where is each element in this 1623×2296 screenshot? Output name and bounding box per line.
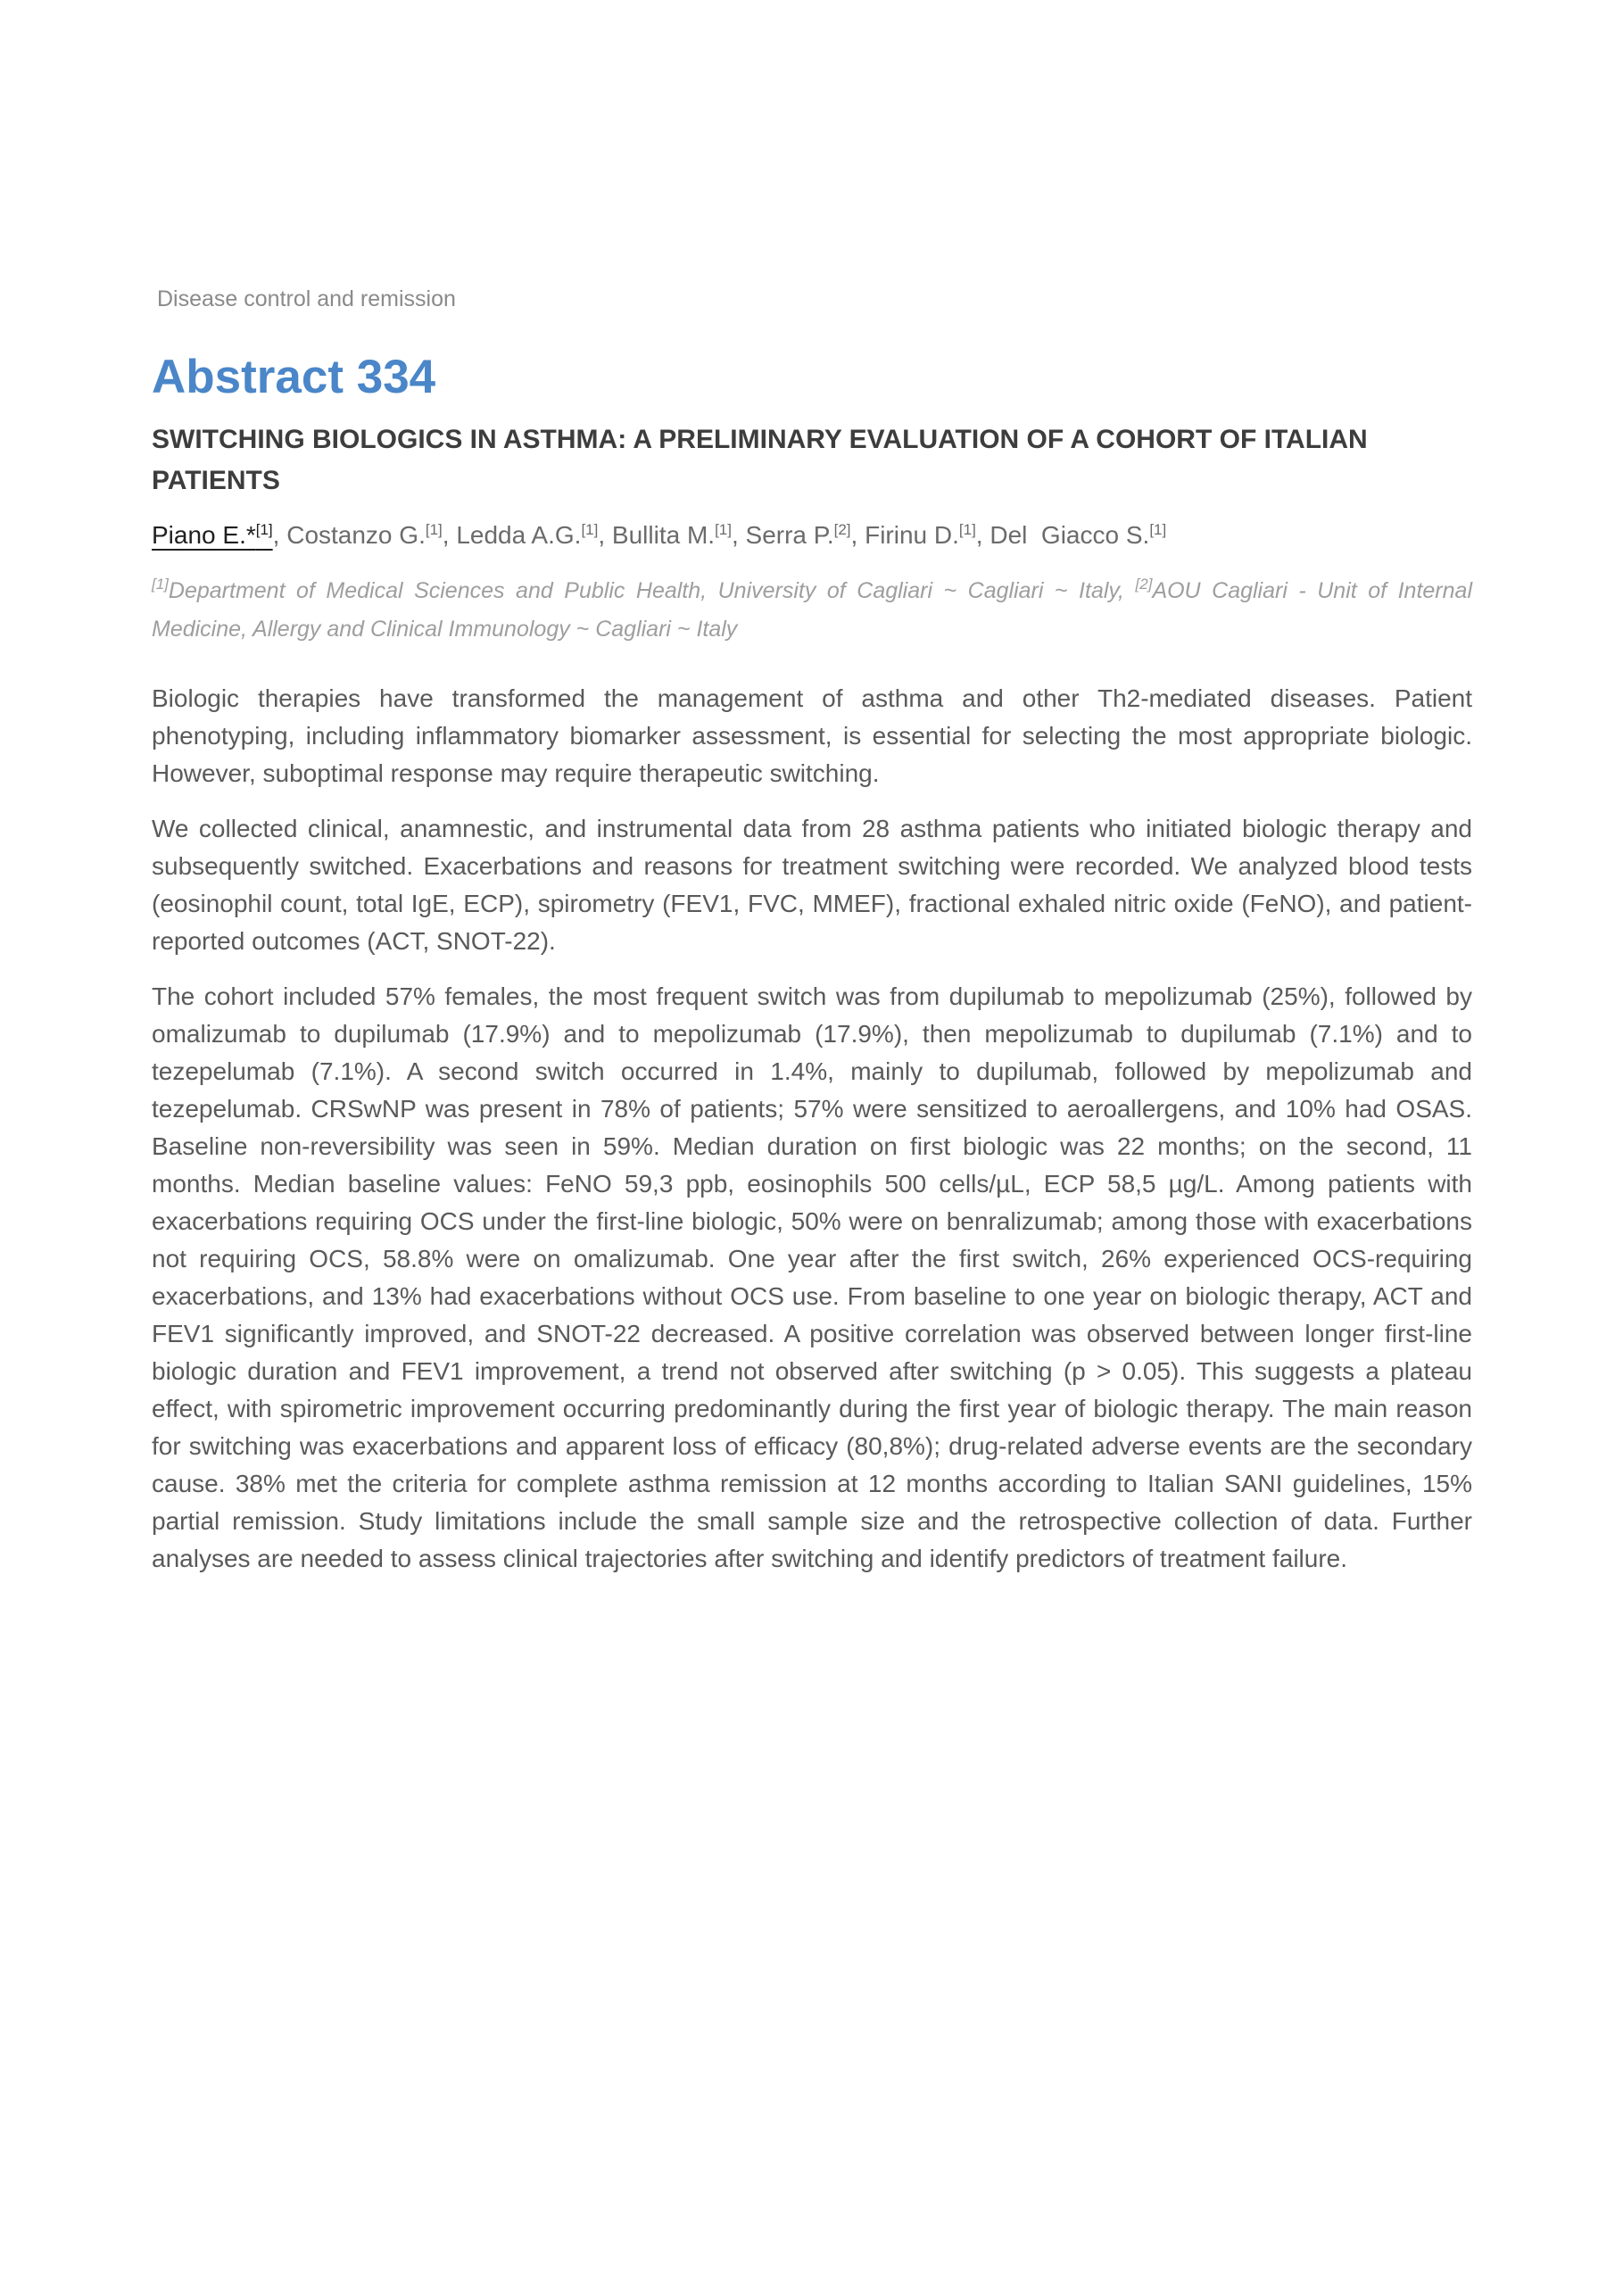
author-name: Costanzo G.[1]	[286, 521, 443, 549]
author-separator: ,	[272, 521, 287, 549]
author-name: Ledda A.G.[1]	[456, 521, 599, 549]
abstract-title: SWITCHING BIOLOGICS IN ASTHMA: A PRELIMINARY EVALUATION OF A COHORT OF ITALIAN PATIENTS	[152, 425, 1368, 495]
session-track-label: Disease control and remission	[157, 286, 456, 311]
abstract-paragraph: Biologic therapies have transformed the management of asthma and other Th2-mediated diseases. Patient phenotyping, including inflammatory biomarker assessment, is essential for selecting the most appropriate biologic. However, suboptimal response may require therapeutic switching.	[152, 684, 1472, 787]
author-name: Firinu D.[1]	[865, 521, 976, 549]
affiliations-line	[152, 573, 1472, 648]
author-name: Serra P.[2]	[745, 521, 851, 549]
author-name: Del Giacco S.[1]	[990, 521, 1167, 549]
author-affiliation-superscript: [1]	[581, 521, 599, 538]
author-separator: ,	[850, 521, 865, 549]
author-affiliation-superscript: [2]	[833, 521, 851, 538]
affiliation-text: AOU Cagliari - Unit of Internal Medicine, Allergy and Clinical Immunology ~ Cagliari ~ Italy	[152, 578, 1472, 642]
affiliation-superscript: [1]	[152, 576, 169, 593]
abstract-paragraph: We collected clinical, anamnestic, and instrumental data from 28 asthma patients who initiated biologic therapy and subsequently switched. Exacerbations and reasons for treatment switching were recorded. We analyzed blood tests (eosinophil count, total IgE, ECP), spirometry (FEV1, FVC, MMEF), fractional exhaled nitric oxide (FeNO), and patient-reported outcomes (ACT, SNOT-22).	[152, 815, 1472, 955]
abstract-number-heading: Abstract 334	[152, 351, 436, 403]
author-name: Piano E.*[1]	[152, 521, 273, 549]
author-separator: ,	[975, 521, 990, 549]
author-affiliation-superscript: [1]	[715, 521, 732, 538]
author-name: Bullita M.[1]	[611, 521, 732, 549]
abstract-body	[152, 680, 1472, 1578]
author-affiliation-superscript: [1]	[425, 521, 443, 538]
author-separator: ,	[731, 521, 746, 549]
author-affiliation-superscript: [1]	[958, 521, 976, 538]
author-separator: ,	[442, 521, 457, 549]
abstract-paragraph: The cohort included 57% females, the most frequent switch was from dupilumab to mepolizumab (25%), followed by omalizumab to dupilumab (17.9%) and to mepolizumab (17.9%), then mepolizumab to dupilumab (7.1%) and to tezepelumab (7.1%). A second switch occurred in 1.4%, mainly to dupilumab, followed by mepolizumab and tezepelumab. CRSwNP was present in 78% of patients; 57% were sensitized to aeroallergens, and 10% had OSAS. Baseline non-reversibility was seen in 59%. Median duration on first biologic was 22 months; on the second, 11 months. Median baseline values: FeNO 59,3 ppb, eosinophils 500 cells/µL, ECP 58,5 µg/L. Among patients with exacerbations requiring OCS under the first-line biologic, 50% were on benralizumab; among those with exacerbations not requiring OCS, 58.8% were on omalizumab. One year after the first switch, 26% experienced OCS-requiring exacerbations, and 13% had exacerbations without OCS use. From baseline to one year on biologic therapy, ACT and FEV1 significantly improved, and SNOT-22 decreased. A positive correlation was observed between longer first-line biologic duration and FEV1 improvement, a trend not observed after switching (p > 0.05). This suggests a plateau effect, with spirometric improvement occurring predominantly during the first year of biologic therapy. The main reason for switching was exacerbations and apparent loss of efficacy (80,8%); drug-related adverse events are the secondary cause. 38% met the criteria for complete asthma remission at 12 months according to Italian SANI guidelines, 15% partial remission. Study limitations include the small sample size and the retrospective collection of data. Further analyses are needed to assess clinical trajectories after switching and identify predictors of treatment failure.	[152, 982, 1472, 1572]
author-separator: ,	[598, 521, 612, 549]
author-affiliation-superscript: [1]	[1149, 521, 1167, 538]
author-affiliation-superscript: [1]	[255, 521, 273, 538]
affiliation-text: Department of Medical Sciences and Public Health, University of Cagliari ~ Cagliari ~ Italy,	[168, 578, 1136, 603]
authors-line	[152, 519, 1472, 555]
affiliation-superscript: [2]	[1135, 576, 1153, 593]
